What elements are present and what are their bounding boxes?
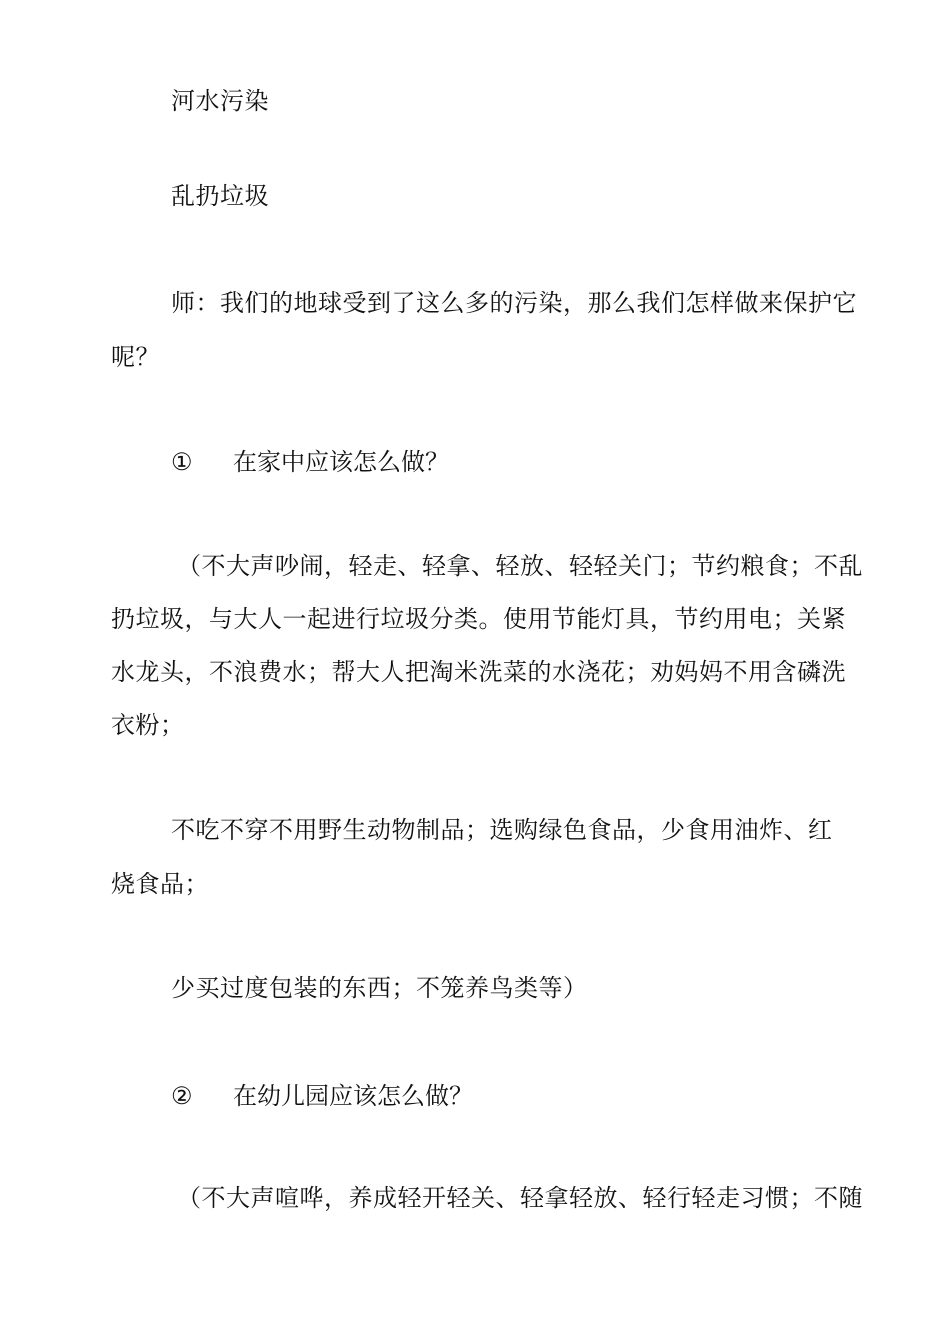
question-2-text: 在幼儿园应该怎么做？ [233, 1082, 473, 1110]
question-1 [171, 447, 449, 477]
text-line-river-pollution: 河水污染 [171, 87, 269, 115]
teacher-question-line-2: 呢？ [111, 343, 160, 371]
teacher-question-line-1: 师：我们的地球受到了这么多的污染，那么我们怎样做来保护它 [171, 289, 857, 317]
answer-1-line-2: 扔垃圾，与大人一起进行垃圾分类。使用节能灯具，节约用电；关紧 [111, 605, 846, 633]
answer-4-line-1: （不大声喧哗，养成轻开轻关、轻拿轻放、轻行轻走习惯；不随 [177, 1184, 863, 1212]
answer-1-line-3: 水龙头，不浪费水；帮大人把淘米洗菜的水浇花；劝妈妈不用含磷洗 [111, 658, 846, 686]
answer-2-line-1: 不吃不穿不用野生动物制品；选购绿色食品，少食用油炸、红 [171, 816, 833, 844]
question-1-text: 在家中应该怎么做？ [233, 448, 449, 476]
question-2-number: ② [171, 1082, 193, 1110]
question-2 [171, 1081, 473, 1111]
answer-1-line-1: （不大声吵闹，轻走、轻拿、轻放、轻轻关门；节约粮食；不乱 [177, 552, 863, 580]
answer-1-line-4: 衣粉； [111, 711, 185, 739]
text-line-littering: 乱扔垃圾 [171, 182, 269, 210]
answer-3-line: 少买过度包装的东西；不笼养鸟类等） [171, 974, 588, 1002]
answer-2-line-2: 烧食品； [111, 870, 209, 898]
question-1-number: ① [171, 448, 193, 476]
